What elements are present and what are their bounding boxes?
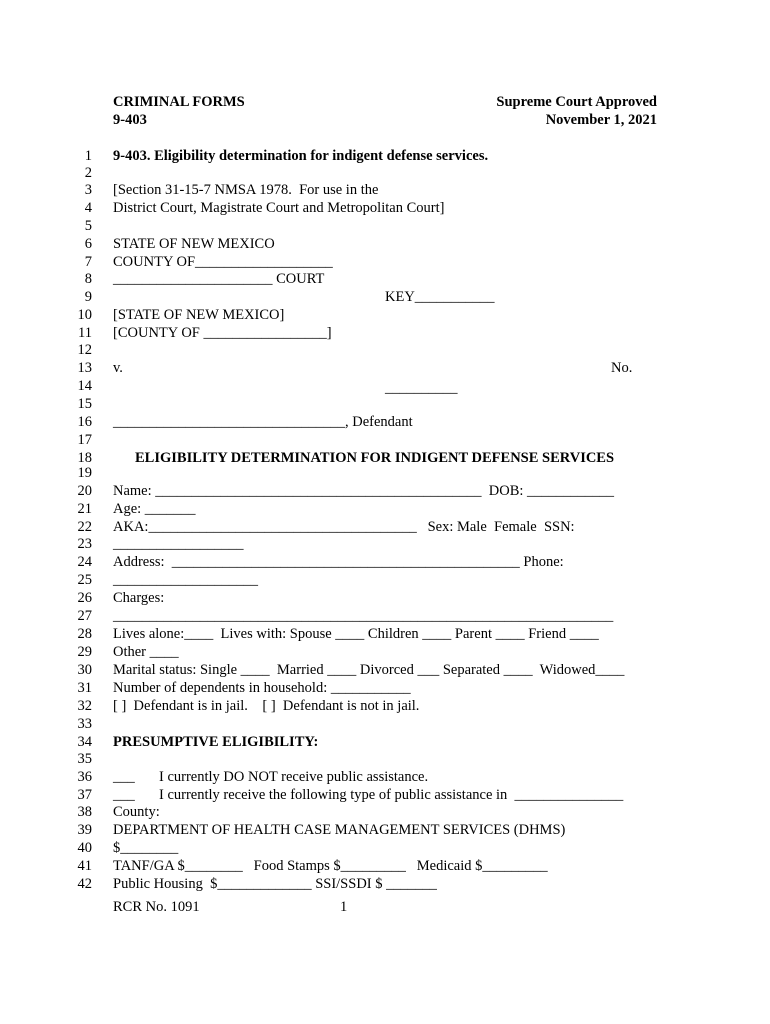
- line-number: 17: [77, 432, 92, 448]
- presumptive-eligibility-heading: PRESUMPTIVE ELIGIBILITY:: [113, 734, 319, 750]
- approval-title: Supreme Court Approved: [496, 94, 657, 110]
- line-number: 21: [77, 501, 92, 517]
- form-heading: ELIGIBILITY DETERMINATION FOR INDIGENT DEFENSE SERVICES: [135, 450, 615, 466]
- line-number: 1: [84, 148, 92, 164]
- line-number: 8: [84, 271, 92, 287]
- line-number: 22: [77, 519, 92, 535]
- phone-blank-field[interactable]: ____________________: [113, 572, 258, 588]
- line-number: 40: [77, 840, 92, 856]
- line-number: 14: [77, 378, 92, 394]
- line-number: 5: [84, 218, 92, 234]
- line-number: 36: [77, 769, 92, 785]
- form-series-title: CRIMINAL FORMS: [113, 94, 245, 110]
- line-number: 34: [77, 734, 92, 750]
- living-other-field[interactable]: Other ____: [113, 644, 179, 660]
- line-number: 27: [77, 608, 92, 624]
- address-phone-field[interactable]: Address: ________________________________________________ Phone:: [113, 554, 564, 570]
- line-number: 28: [77, 626, 92, 642]
- assistance-blank[interactable]: ___: [113, 787, 135, 803]
- line-number: 23: [77, 536, 92, 552]
- line-number: 6: [84, 236, 92, 252]
- line-number: 29: [77, 644, 92, 660]
- rcr-number: RCR No. 1091: [113, 899, 200, 915]
- charges-blank-field[interactable]: _____________________________________________________________________: [113, 608, 614, 624]
- caption-state: STATE OF NEW MEXICO: [113, 236, 275, 252]
- line-number: 32: [77, 698, 92, 714]
- line-number: 15: [77, 396, 92, 412]
- line-number: 9: [84, 289, 92, 305]
- ssn-blank-field[interactable]: __________________: [113, 536, 244, 552]
- line-number: 38: [77, 804, 92, 820]
- key-field[interactable]: KEY___________: [385, 289, 495, 305]
- line-number: 3: [84, 182, 92, 198]
- aka-sex-ssn-field[interactable]: AKA:_____________________________________ Sex: Male Female SSN:: [113, 519, 575, 535]
- benefits-amount-fields[interactable]: TANF/GA $________ Food Stamps $_________ Medicaid $_________: [113, 858, 548, 874]
- case-number-label: No.: [611, 360, 633, 376]
- line-number: 30: [77, 662, 92, 678]
- dhms-label: DEPARTMENT OF HEALTH CASE MANAGEMENT SERVICES (DHMS): [113, 822, 566, 838]
- page-number: 1: [340, 899, 348, 915]
- age-field[interactable]: Age: _______: [113, 501, 196, 517]
- approval-date: November 1, 2021: [545, 112, 657, 128]
- no-assistance-text: I currently DO NOT receive public assistance.: [159, 769, 429, 785]
- housing-ssi-fields[interactable]: Public Housing $_____________ SSI/SSDI $ _______: [113, 876, 437, 892]
- section-note-line2: District Court, Magistrate Court and Metropolitan Court]: [113, 200, 445, 216]
- line-number: 18: [77, 450, 92, 466]
- county-label: County:: [113, 804, 160, 820]
- line-number: 41: [77, 858, 92, 874]
- no-assistance-blank[interactable]: ___: [113, 769, 135, 785]
- line-number: 25: [77, 572, 92, 588]
- line-number: 11: [78, 325, 92, 341]
- defendant-name-field[interactable]: ________________________________, Defendant: [113, 414, 413, 430]
- line-number: 2: [84, 165, 92, 181]
- line-number: 10: [77, 307, 92, 323]
- line-number: 42: [77, 876, 92, 892]
- rule-title: 9-403. Eligibility determination for indigent defense services.: [113, 148, 489, 164]
- line-number: 37: [77, 787, 92, 803]
- caption-state-bracket: [STATE OF NEW MEXICO]: [113, 307, 285, 323]
- line-number: 24: [77, 554, 92, 570]
- line-number: 20: [77, 483, 92, 499]
- line-number: 19: [77, 465, 92, 481]
- dhms-amount-field[interactable]: $________: [113, 840, 179, 856]
- line-number: 7: [84, 254, 92, 270]
- line-number: 33: [77, 716, 92, 732]
- marital-status-field[interactable]: Marital status: Single ____ Married ____ Divorced ___ Separated ____ Widowed____: [113, 662, 625, 678]
- form-number: 9-403: [113, 112, 147, 128]
- jail-status-checkboxes[interactable]: [ ] Defendant is in jail. [ ] Defendant is not in jail.: [113, 698, 420, 714]
- line-number: 16: [77, 414, 92, 430]
- caption-county-field[interactable]: COUNTY OF___________________: [113, 254, 333, 270]
- caption-court-field[interactable]: ______________________ COURT: [113, 271, 325, 287]
- versus-label: v.: [113, 360, 123, 376]
- line-number: 26: [77, 590, 92, 606]
- charges-label: Charges:: [113, 590, 165, 606]
- line-number: 31: [77, 680, 92, 696]
- living-arrangement-field[interactable]: Lives alone:____ Lives with: Spouse ____ Children ____ Parent ____ Friend ____: [113, 626, 599, 642]
- line-number: 39: [77, 822, 92, 838]
- line-number: 13: [77, 360, 92, 376]
- name-dob-field[interactable]: Name: _____________________________________________ DOB: ____________: [113, 483, 615, 499]
- caption-county-bracket-field[interactable]: [COUNTY OF _________________]: [113, 325, 332, 341]
- line-number: 4: [84, 200, 92, 216]
- dependents-field[interactable]: Number of dependents in household: ___________: [113, 680, 411, 696]
- assistance-text[interactable]: I currently receive the following type of public assistance in _______________: [159, 787, 624, 803]
- line-number: 35: [77, 751, 92, 767]
- section-note-line1: [Section 31-15-7 NMSA 1978. For use in the: [113, 182, 379, 198]
- case-number-field[interactable]: __________: [385, 380, 458, 396]
- line-number: 12: [77, 342, 92, 358]
